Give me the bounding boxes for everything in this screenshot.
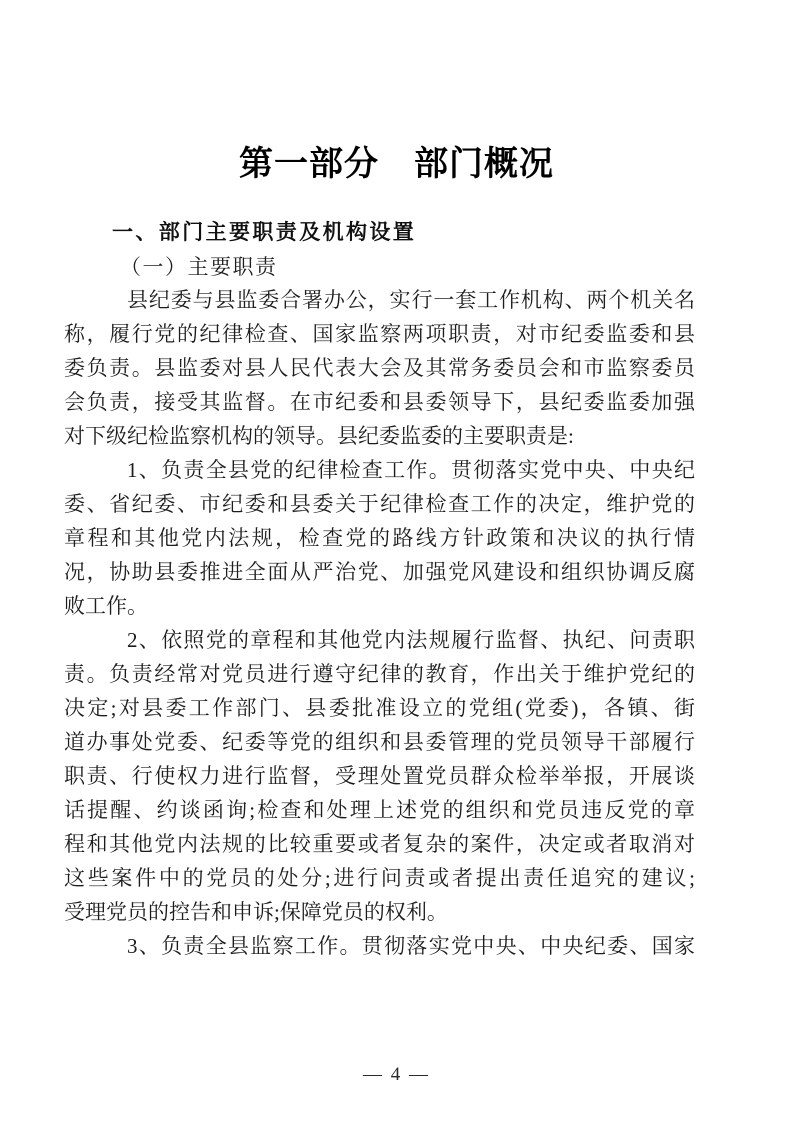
paragraph-line: 3、负责全县监察工作。贯彻落实党中央、中央纪委、国家	[127, 934, 695, 958]
paragraph-line: 会负责，接受其监督。在市纪委和县委领导下，县纪委监委加强	[64, 390, 695, 414]
paragraph-line: 程和其他党内法规的比较重要或者复杂的案件，决定或者取消对	[64, 832, 695, 856]
paragraph-line: 责。负责经常对党员进行遵守纪律的教育，作出关于维护党纪的	[64, 662, 695, 686]
paragraph-line: 对下级纪检监察机构的领导。县纪委监委的主要职责是:	[64, 424, 574, 448]
paragraph-line: 受理党员的控告和申诉;保障党员的权利。	[64, 900, 448, 924]
paragraph-line: 称，履行党的纪律检查、国家监察两项职责，对市纪委监委和县	[64, 322, 695, 346]
paragraph-line: 县纪委与县监委合署办公，实行一套工作机构、两个机关名	[127, 288, 695, 312]
paragraph-line: 委负责。县监委对县人民代表大会及其常务委员会和市监察委员	[64, 356, 695, 380]
paragraph-line: 决定;对县委工作部门、县委批准设立的党组(党委)，各镇、街	[64, 696, 695, 720]
paragraph-line: 章程和其他党内法规，检查党的路线方针政策和决议的执行情	[64, 526, 695, 550]
section-heading: 一、部门主要职责及机构设置	[112, 221, 417, 244]
paragraph-line: 况，协助县委推进全面从严治党、加强党风建设和组织协调反腐	[64, 560, 695, 584]
document-body	[64, 283, 695, 963]
subsection-heading: （一）主要职责	[120, 255, 278, 279]
paragraph-line: 败工作。	[64, 594, 148, 618]
document-title: 第一部分 部门概况	[239, 146, 554, 183]
paragraph-line: 2、依照党的章程和其他党内法规履行监督、执纪、问责职	[127, 628, 695, 652]
page-number: — 4 —	[363, 1064, 430, 1085]
paragraph-line: 委、省纪委、市纪委和县委关于纪律检查工作的决定，维护党的	[64, 492, 695, 516]
paragraph-line: 道办事处党委、纪委等党的组织和县委管理的党员领导干部履行	[64, 730, 695, 754]
paragraph-line: 职责、行使权力进行监督，受理处置党员群众检举举报，开展谈	[64, 764, 695, 788]
paragraph-line: 这些案件中的党员的处分;进行问责或者提出责任追究的建议;	[64, 866, 695, 890]
paragraph-line: 1、负责全县党的纪律检查工作。贯彻落实党中央、中央纪	[127, 458, 695, 482]
paragraph-line: 话提醒、约谈函询;检查和处理上述党的组织和党员违反党的章	[64, 798, 695, 822]
